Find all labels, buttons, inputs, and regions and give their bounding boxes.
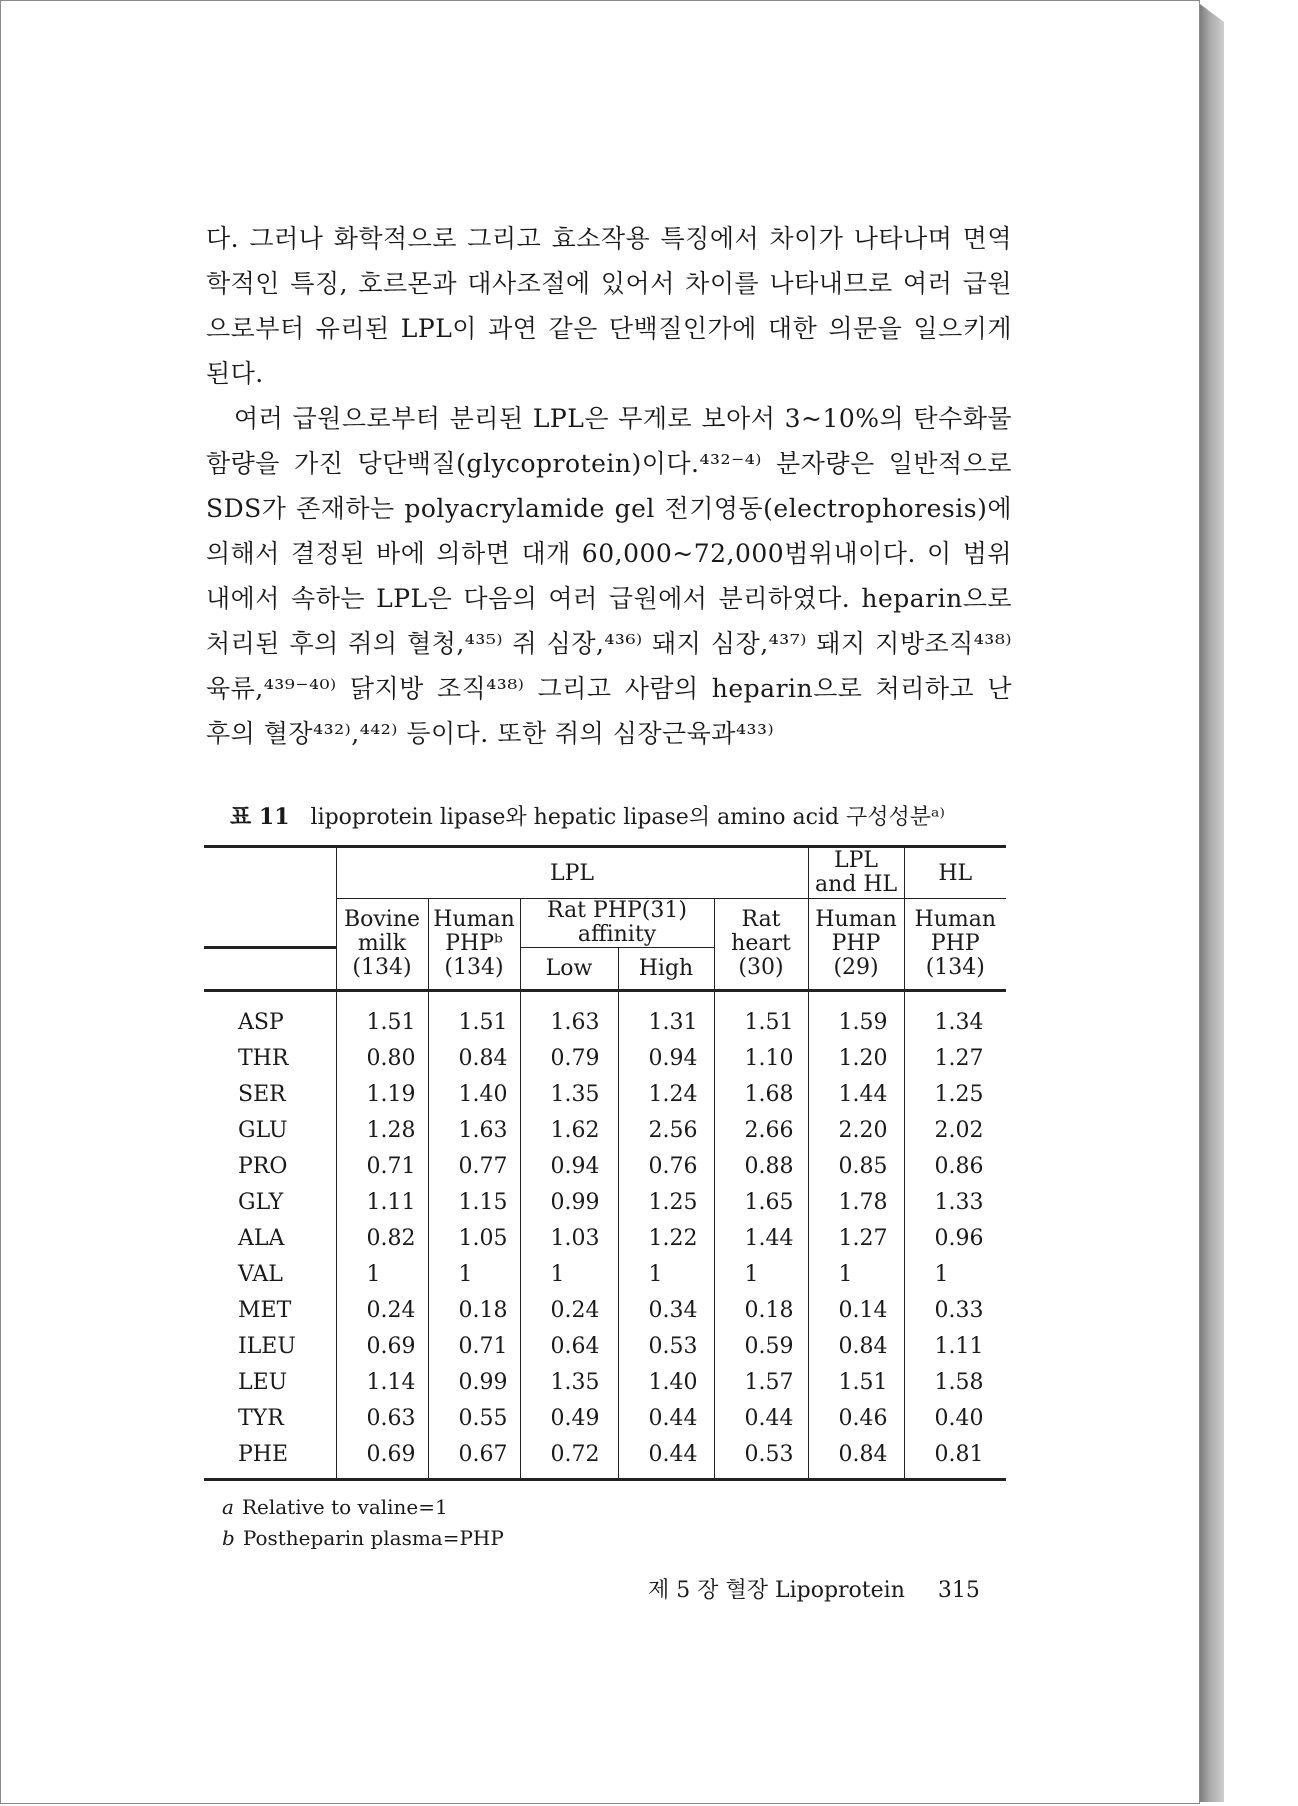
table-label: 표 11 <box>230 804 290 830</box>
table-cell: 1.20 <box>808 1040 904 1076</box>
table-cell: 1.31 <box>618 991 714 1041</box>
table-cell: 1.25 <box>618 1184 714 1220</box>
table-cell: 0.99 <box>520 1184 618 1220</box>
table-cell: 1.33 <box>904 1184 1006 1220</box>
amino-acid-name: LEU <box>238 1369 288 1395</box>
amino-acid-name: ALA <box>238 1225 285 1251</box>
table-cell: 0.49 <box>520 1400 618 1436</box>
table-cell: 0.88 <box>714 1148 808 1184</box>
table-cell: 0.63 <box>336 1400 428 1436</box>
table-cell: 1.63 <box>520 991 618 1041</box>
col-line: (134) <box>925 955 985 980</box>
table-cell: 1.03 <box>520 1220 618 1256</box>
table-cell: 0.99 <box>428 1364 520 1400</box>
table-cell: 1.44 <box>714 1220 808 1256</box>
table-cell: 0.81 <box>904 1436 1006 1480</box>
table-row <box>204 1148 1006 1184</box>
note-mark: b <box>222 1526 235 1550</box>
table-row <box>204 1292 1006 1328</box>
col-line: (134) <box>352 955 412 980</box>
group-header-lpl-and-hl <box>808 847 904 899</box>
table-cell: 1.34 <box>904 991 1006 1041</box>
amino-acid-name: PHE <box>204 1436 336 1480</box>
table-cell: 1.51 <box>336 991 428 1041</box>
table-cell: 2.56 <box>618 1112 714 1148</box>
table-cell: 1.10 <box>714 1040 808 1076</box>
table-cell: 0.84 <box>808 1436 904 1480</box>
table-cell: 1.19 <box>336 1076 428 1112</box>
col-human-php-134 <box>904 899 1006 991</box>
table-cell: 1.40 <box>618 1364 714 1400</box>
table-cell: 0.24 <box>520 1292 618 1328</box>
table-cell: 0.24 <box>336 1292 428 1328</box>
table-row <box>204 1436 1006 1480</box>
body-text <box>206 216 1012 756</box>
amino-acid-name: GLY <box>238 1189 284 1215</box>
table-cell: 0.76 <box>618 1148 714 1184</box>
table-cell: 0.44 <box>618 1436 714 1480</box>
table-cell: 0.72 <box>520 1436 618 1480</box>
table-cell: 2.20 <box>808 1112 904 1148</box>
table-cell: 0.14 <box>808 1292 904 1328</box>
table-cell: 0.40 <box>904 1400 1006 1436</box>
note-a <box>222 1492 504 1523</box>
col-line: Human <box>433 907 515 932</box>
table-cell: 1.68 <box>714 1076 808 1112</box>
col-line: (134) <box>444 955 504 980</box>
note-mark: a <box>222 1495 234 1519</box>
table-cell: 0.18 <box>714 1292 808 1328</box>
col-line: Rat <box>741 907 781 932</box>
table-cell: 0.84 <box>808 1328 904 1364</box>
table-cell: 1.27 <box>808 1220 904 1256</box>
table-cell: 0.44 <box>714 1400 808 1436</box>
table-cell: 0.67 <box>428 1436 520 1480</box>
table-cell: 1.78 <box>808 1184 904 1220</box>
table-row <box>204 1220 1006 1256</box>
table-cell: 1.59 <box>808 991 904 1041</box>
table-cell: 0.71 <box>428 1328 520 1364</box>
table-cell: 0.64 <box>520 1328 618 1364</box>
table-cell: 0.34 <box>618 1292 714 1328</box>
group-lpl-hl-line1: LPL <box>834 848 879 873</box>
table-cell: 0.79 <box>520 1040 618 1076</box>
col-human-php <box>428 899 520 991</box>
col-human-php-29 <box>808 899 904 991</box>
col-low: Low <box>520 948 618 991</box>
table-cell: 1 <box>714 1256 808 1292</box>
amino-acid-name: ASP <box>238 1009 284 1035</box>
table-cell: 1.27 <box>904 1040 1006 1076</box>
table-cell: 0.82 <box>336 1220 428 1256</box>
paragraph-1: 다. 그러나 화학적으로 그리고 효소작용 특징에서 차이가 나타나며 면역학적인 특징, 호르몬과 대사조절에 있어서 차이를 나타내므로 여러 급원으로부터 유리된 LPL이 과연 같은 단백질인가에 대한 의문을 일으키게 된다. <box>206 224 1012 388</box>
col-line: PHP <box>831 931 881 956</box>
col-bovine-milk <box>336 899 428 991</box>
table-cell: 0.94 <box>520 1148 618 1184</box>
table-row <box>204 1184 1006 1220</box>
group-header-lpl: LPL <box>336 847 808 899</box>
table-cell: 1.58 <box>904 1364 1006 1400</box>
table-row <box>204 1040 1006 1076</box>
table-cell: 1 <box>336 1256 428 1292</box>
table-cell: 1.35 <box>520 1364 618 1400</box>
table-cell: 1.11 <box>904 1328 1006 1364</box>
table-caption <box>230 800 945 831</box>
table-cell: 0.86 <box>904 1148 1006 1184</box>
amino-acid-name: SER <box>238 1081 286 1107</box>
col-line: (30) <box>738 955 784 980</box>
col-rat-heart <box>714 899 808 991</box>
group-header-hl: HL <box>904 847 1006 899</box>
table-cell: 1.51 <box>808 1364 904 1400</box>
table-cell: 1.65 <box>714 1184 808 1220</box>
table-cell: 1.24 <box>618 1076 714 1112</box>
table-cell: 0.94 <box>618 1040 714 1076</box>
table-row <box>204 991 1006 1041</box>
table-cell: 1.11 <box>336 1184 428 1220</box>
table-cell: 0.53 <box>618 1328 714 1364</box>
amino-acid-name: GLU <box>238 1117 288 1143</box>
table-cell: 2.02 <box>904 1112 1006 1148</box>
table-cell: 0.96 <box>904 1220 1006 1256</box>
rat-php-line1: Rat PHP(31) <box>547 898 687 923</box>
amino-acid-name: ILEU <box>238 1333 296 1359</box>
table-cell: 1.57 <box>714 1364 808 1400</box>
header-blank <box>204 847 336 948</box>
table-cell: 1.40 <box>428 1076 520 1112</box>
table-cell: 1.22 <box>618 1220 714 1256</box>
table-cell: 0.59 <box>714 1328 808 1364</box>
table-cell: 0.18 <box>428 1292 520 1328</box>
table-cell: 1 <box>618 1256 714 1292</box>
col-line: PHP <box>930 931 980 956</box>
table-cell: 1.51 <box>714 991 808 1041</box>
table-cell: 0.71 <box>336 1148 428 1184</box>
table-cell: 1.44 <box>808 1076 904 1112</box>
amino-acid-name: TYR <box>238 1405 284 1431</box>
amino-acid-name: VAL <box>238 1261 283 1287</box>
table-cell: 1.62 <box>520 1112 618 1148</box>
table-cell: 0.46 <box>808 1400 904 1436</box>
note-b <box>222 1523 504 1554</box>
amino-acid-name: MET <box>238 1297 292 1323</box>
table-cell: 1 <box>904 1256 1006 1292</box>
table-notes <box>222 1492 504 1554</box>
table-cell: 0.84 <box>428 1040 520 1076</box>
table-cell: 0.77 <box>428 1148 520 1184</box>
table-row <box>204 1112 1006 1148</box>
table-cell: 1 <box>520 1256 618 1292</box>
col-line: milk <box>357 931 407 956</box>
table-cell: 0.85 <box>808 1148 904 1184</box>
table-row <box>204 1076 1006 1112</box>
table-cell: 0.44 <box>618 1400 714 1436</box>
table-cell: 1.28 <box>336 1112 428 1148</box>
col-line: Human <box>815 907 897 932</box>
col-line: Bovine <box>343 907 421 932</box>
chapter-title: 제 5 장 혈장 Lipoprotein <box>648 1578 905 1603</box>
table-cell: 1.05 <box>428 1220 520 1256</box>
page-number: 315 <box>937 1578 980 1603</box>
table-cell: 1.14 <box>336 1364 428 1400</box>
table-cell: 1.35 <box>520 1076 618 1112</box>
table-cell: 0.55 <box>428 1400 520 1436</box>
table-cell: 1.51 <box>428 991 520 1041</box>
col-line: (29) <box>833 955 879 980</box>
paragraph-2: 여러 급원으로부터 분리된 LPL은 무게로 보아서 3~10%의 탄수화물 함량을 가진 당단백질(glycoprotein)이다.⁴³²⁻⁴⁾ 분자량은 일반적으로 SDS가 존재하는 polyacrylamide gel 전기영동(electrophoresis)에 의해서 결정된 바에 의하면 대개 60,000~72,000범위내이다. 이 범위내에서 속하는 LPL은 다음의 여러 급원에서 분리하였다. heparin으로 처리된 후의 쥐의 혈청,⁴³⁵⁾ 쥐 심장,⁴³⁶⁾ 돼지 심장,⁴³⁷⁾ 돼지 지방조직⁴³⁸⁾ 육류,⁴³⁹⁻⁴⁰⁾ 닭지방 조직⁴³⁸⁾ 그리고 사람의 heparin으로 처리하고 난 후의 혈장⁴³²⁾,⁴⁴²⁾ 등이다. 또한 쥐의 심장근육과⁴³³⁾ <box>206 404 1012 748</box>
table-cell: 2.66 <box>714 1112 808 1148</box>
col-high: High <box>618 948 714 991</box>
col-line: Human <box>914 907 997 932</box>
table-cell: 1 <box>428 1256 520 1292</box>
rat-php-line2: affinity <box>577 922 657 947</box>
table-cell: 0.53 <box>714 1436 808 1480</box>
table-body <box>204 991 1006 1480</box>
amino-acid-table <box>204 845 1006 1481</box>
amino-acid-name: THR <box>238 1045 289 1071</box>
group-lpl-hl-line2: and HL <box>814 872 898 897</box>
table-cell: 1.15 <box>428 1184 520 1220</box>
page-edge-shadow <box>1200 4 1224 1802</box>
table-cell: 1.63 <box>428 1112 520 1148</box>
note-text: Relative to valine=1 <box>241 1495 448 1519</box>
table-cell: 1.25 <box>904 1076 1006 1112</box>
amino-acid-name: PRO <box>238 1153 288 1179</box>
table-cell: 0.69 <box>336 1328 428 1364</box>
header-blank <box>204 948 336 991</box>
col-line: PHPᵇ <box>445 931 503 956</box>
table-row <box>204 1256 1006 1292</box>
table-cell: 0.80 <box>336 1040 428 1076</box>
page-footer <box>648 1573 980 1604</box>
table-row <box>204 1400 1006 1436</box>
table-title: lipoprotein lipase와 hepatic lipase의 amino acid 구성성분ᵃ⁾ <box>310 805 945 830</box>
note-text: Postheparin plasma=PHP <box>242 1526 504 1550</box>
table-row <box>204 1328 1006 1364</box>
table-cell: 0.33 <box>904 1292 1006 1328</box>
table-row <box>204 1364 1006 1400</box>
table-cell: 0.69 <box>336 1436 428 1480</box>
col-line: heart <box>731 931 791 956</box>
table-cell: 1 <box>808 1256 904 1292</box>
group-rat-php-affinity <box>520 899 714 948</box>
